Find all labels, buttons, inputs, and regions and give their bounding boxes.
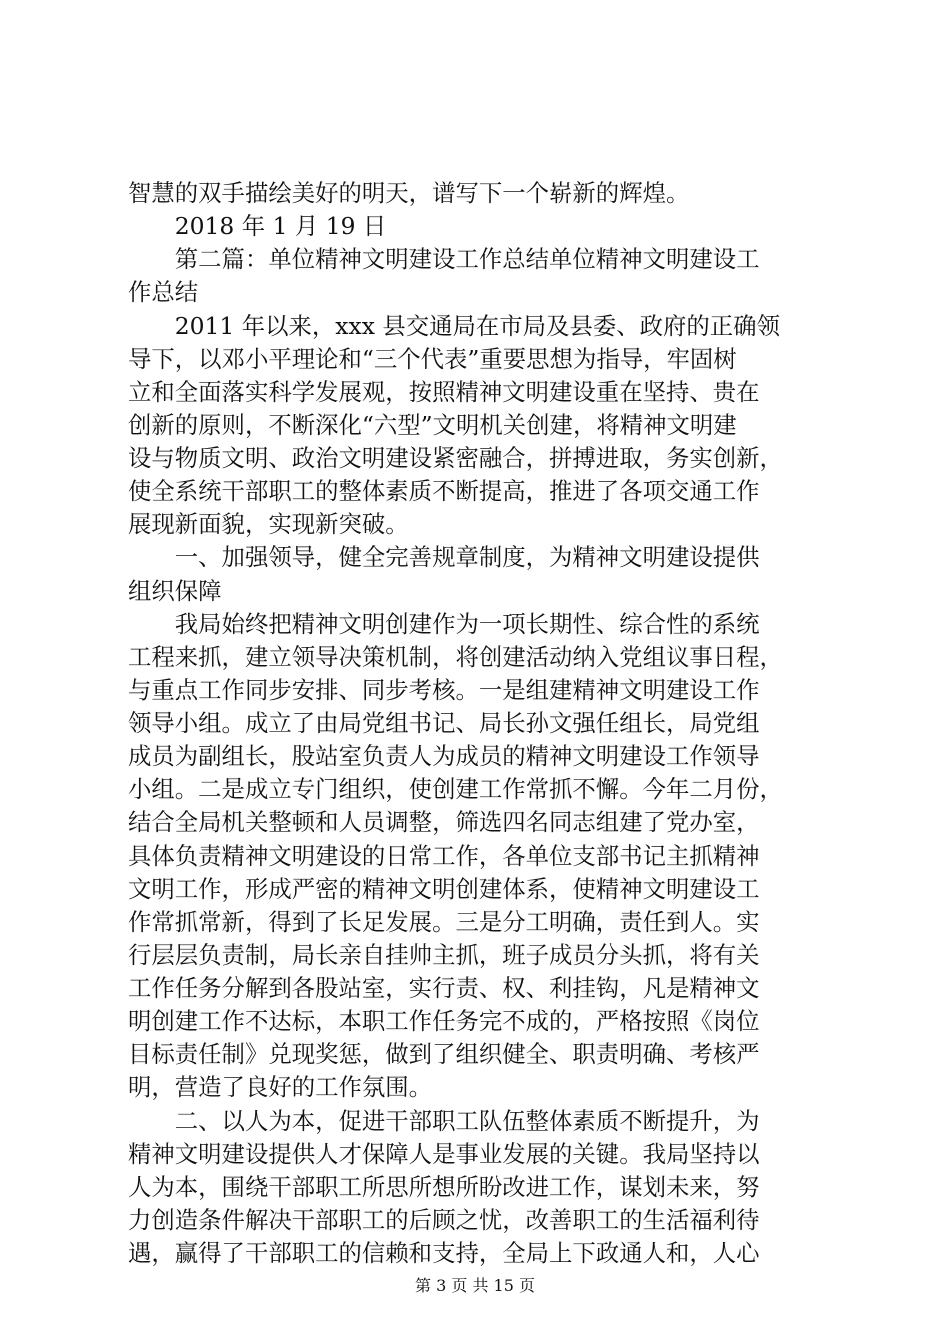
text-line: 行层层负责制，局长亲自挂帅主抓，班子成员分头抓，将有关 (128, 940, 760, 969)
text-line: 小组。二是成立专门组织，使创建工作常抓不懈。今年二月份， (128, 775, 783, 804)
text-line: 领导小组。成立了由局党组书记、局长孙文强任组长，局党组 (128, 709, 760, 737)
section-heading: 第二篇：单位精神文明建设工作总结单位精神文明建设工 (128, 245, 760, 274)
text-line: 人为本，围绕干部职工所思所想所盼改进工作，谋划未来，努 (128, 1172, 760, 1201)
text-line: 使全系统干部职工的整体素质不断提高，推进了各项交通工作 (128, 477, 760, 506)
text-line: 作常抓常新，得到了长足发展。三是分工明确，责任到人。实 (128, 907, 760, 936)
text-line: 设与物质文明、政治文明建设紧密融合，拼搏进取，务实创新， (128, 444, 783, 472)
text-line: 2011 年以来，xxx 县交通局在市局及县委、政府的正确领 (128, 311, 780, 340)
text-line: 创新的原则，不断深化“六型”文明机关创建，将精神文明建 (128, 410, 737, 439)
text-line: 遇，赢得了干部职工的信赖和支持，全局上下政通人和，人心 (128, 1239, 760, 1267)
text-line: 成员为副组长，股站室负责人为成员的精神文明建设工作领导 (128, 742, 760, 771)
text-line: 精神文明建设提供人才保障人是事业发展的关键。我局坚持以 (128, 1139, 760, 1168)
page-number-footer: 第 3 页 共 15 页 (415, 1276, 535, 1295)
text-line: 具体负责精神文明建设的日常工作，各单位支部书记主抓精神 (128, 841, 760, 870)
text-line: 工程来抓，建立领导决策机制，将创建活动纳入党组议事日程， (128, 642, 783, 671)
date-line: 2018 年 1 月 19 日 (128, 212, 387, 241)
text-line: 力创造条件解决干部职工的后顾之忧，改善职工的生活福利待 (128, 1205, 760, 1234)
text-line: 工作任务分解到各股站室，实行责、权、利挂钩，凡是精神文 (128, 974, 760, 1002)
text-line: 立和全面落实科学发展观，按照精神文明建设重在坚持、贵在 (128, 377, 760, 406)
text-line: 智慧的双手描绘美好的明天，谱写下一个崭新的辉煌。 (128, 179, 690, 207)
text-line: 我局始终把精神文明创建作为一项长期性、综合性的系统 (128, 609, 760, 638)
text-line: 文明工作，形成严密的精神文明创建体系，使精神文明建设工 (128, 874, 760, 903)
text-line: 与重点工作同步安排、同步考核。一是组建精神文明建设工作 (128, 675, 760, 704)
text-line: 结合全局机关整顿和人员调整，筛选四名同志组建了党办室， (128, 808, 760, 837)
text-line: 一、加强领导，健全完善规章制度，为精神文明建设提供 (128, 543, 760, 572)
text-line: 二、以人为本，促进干部职工队伍整体素质不断提升，为 (128, 1106, 760, 1135)
section-heading: 作总结 (128, 278, 199, 307)
text-line: 导下，以邓小平理论和“三个代表”重要思想为指导，牢固树 (128, 344, 737, 373)
text-line: 展现新面貌，实现新突破。 (128, 510, 409, 539)
text-line: 明创建工作不达标，本职工作任务完不成的，严格按照《岗位 (128, 1007, 760, 1036)
text-line: 目标责任制》兑现奖惩，做到了组织健全、职责明确、考核严 (128, 1040, 760, 1069)
text-line: 组织保障 (128, 576, 222, 605)
text-line: 明，营造了良好的工作氛围。 (128, 1073, 433, 1102)
